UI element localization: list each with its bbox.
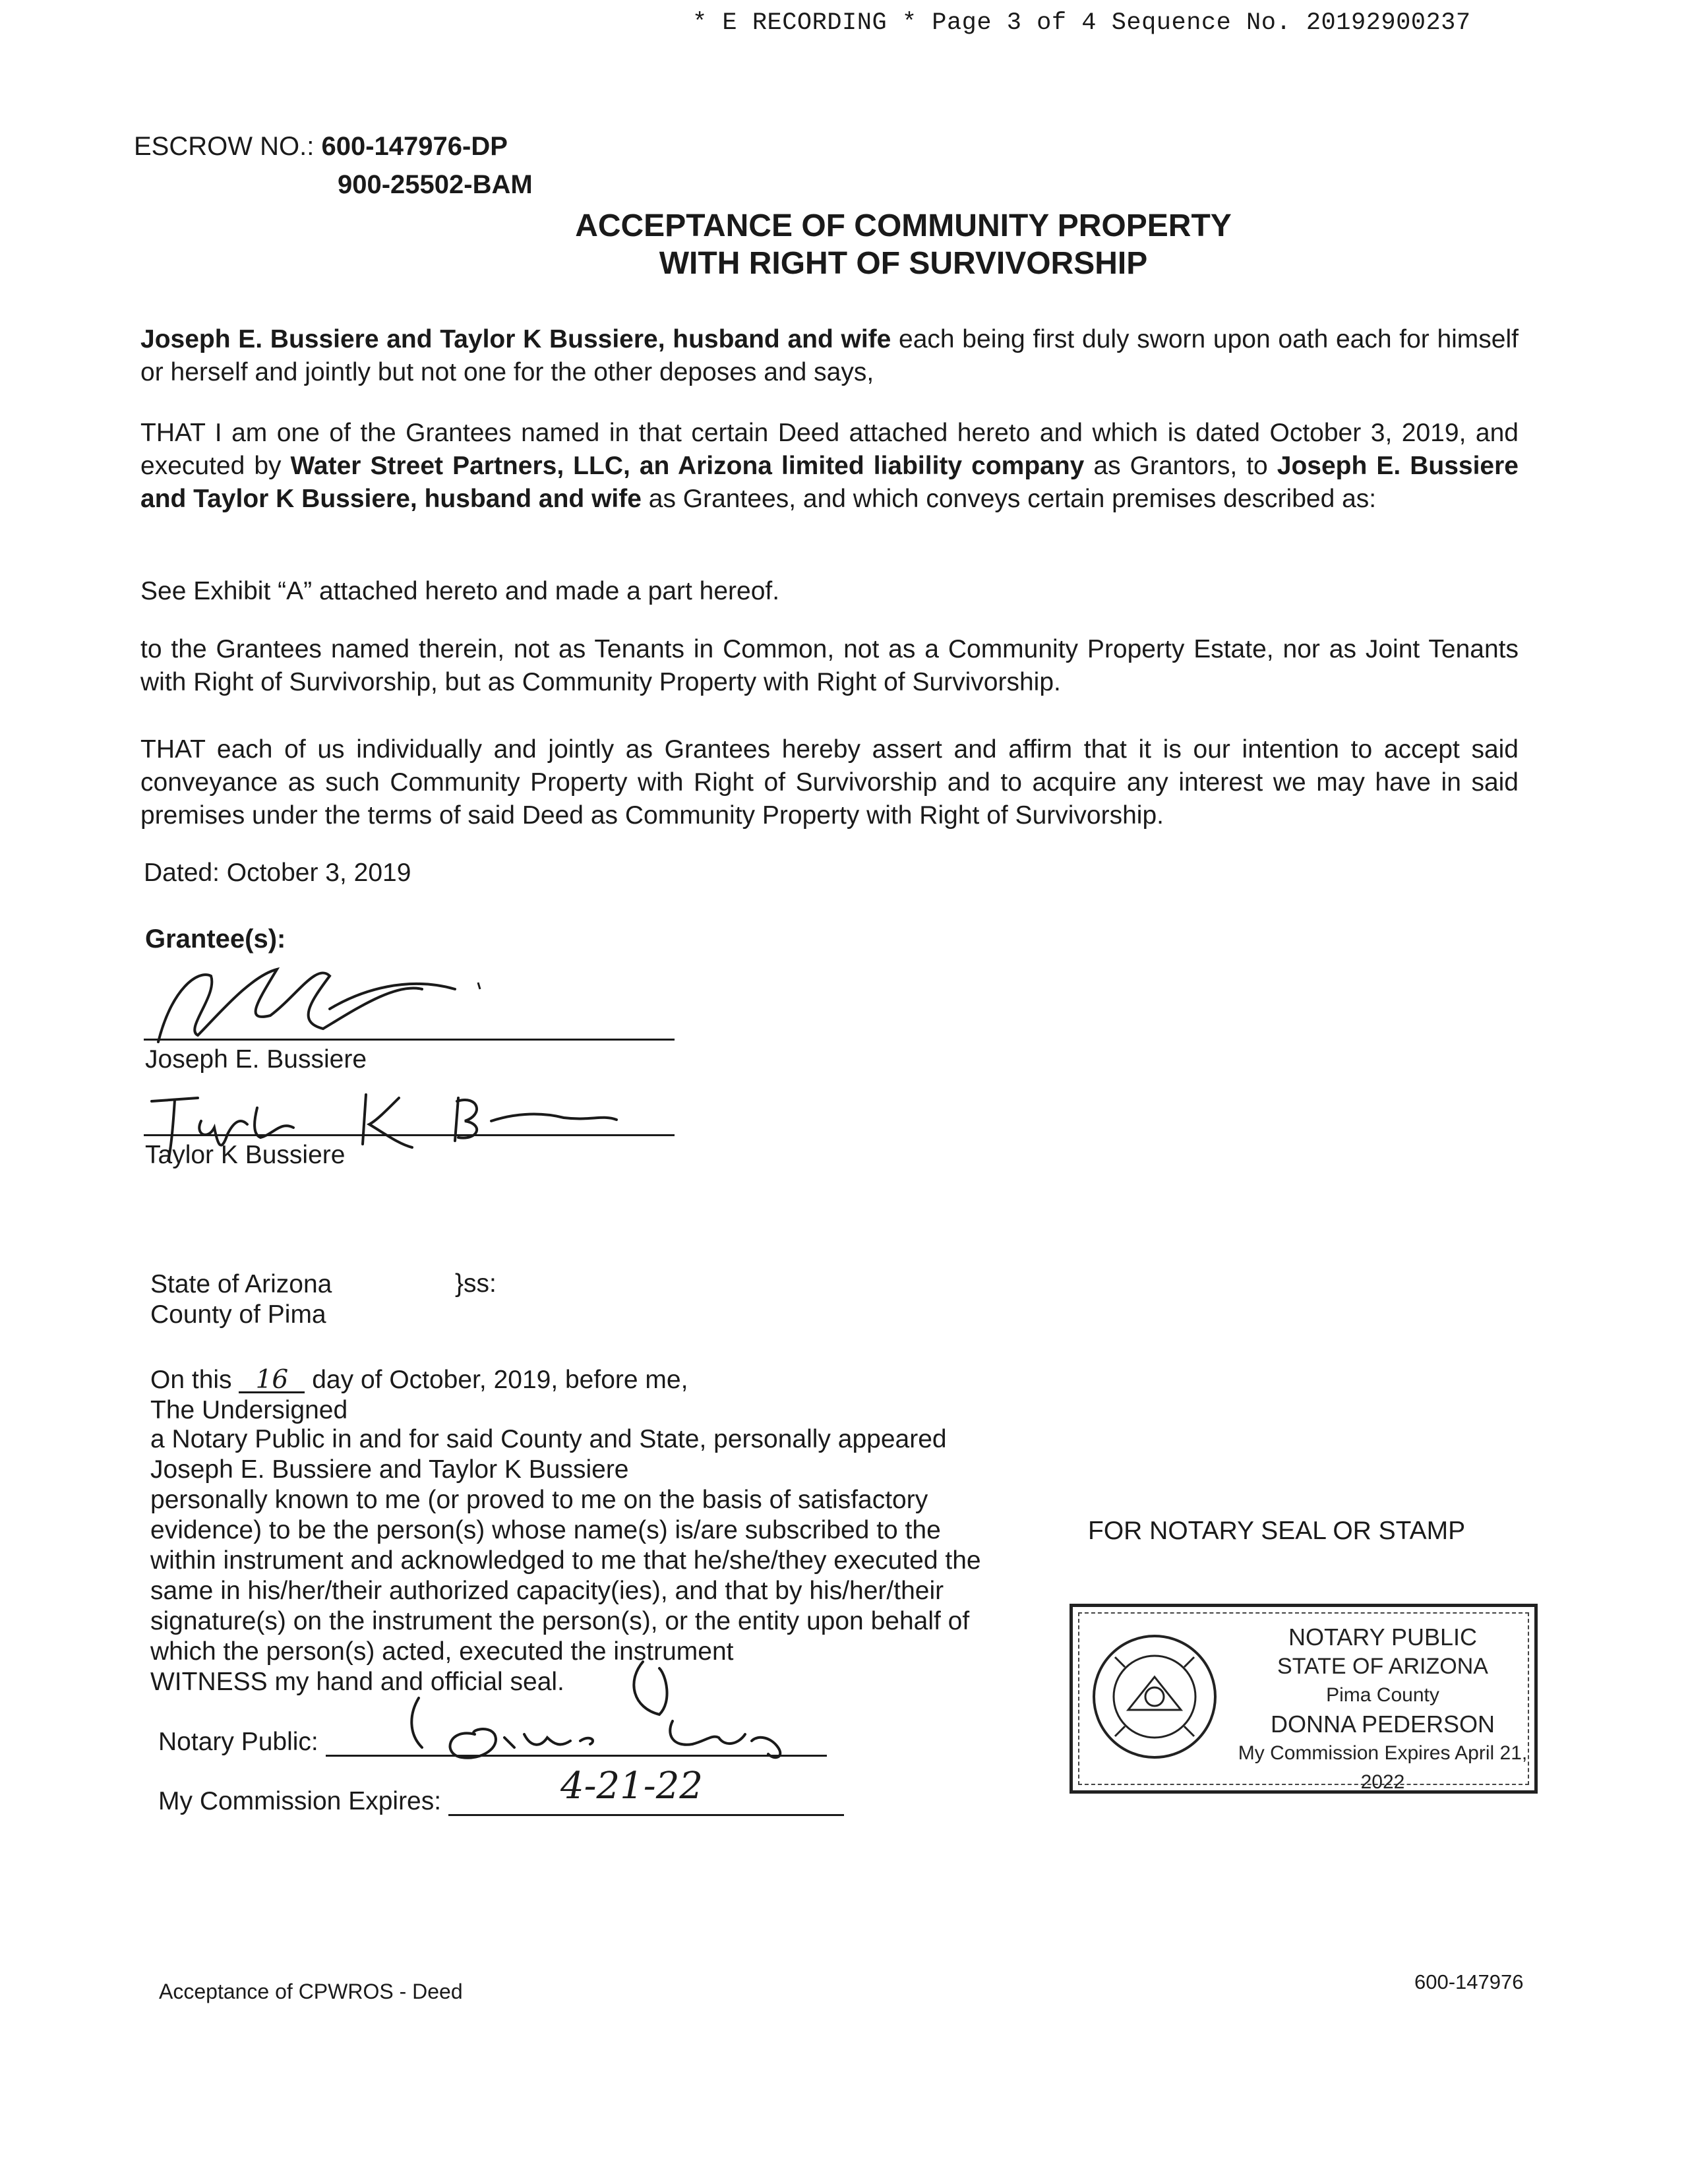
deed-text-b: as Grantors, to <box>1084 452 1277 480</box>
footer-file-number: 600-147976 <box>1414 1970 1524 1993</box>
escrow-line <box>134 132 508 162</box>
notary-public-line <box>158 1728 827 1757</box>
stamp-text <box>1238 1623 1528 1797</box>
grantee-names-bold: Joseph E. Bussiere and Taylor K Bussiere, husband and wife <box>140 325 891 353</box>
acknowledgment-line: evidence) to be the person(s) whose name(s) is/are subscribed to the <box>150 1516 941 1544</box>
paragraph-tenancy: to the Grantees named therein, not as Tenants in Common, not as a Community Property Estate, nor as Joint Tenants with Right of Survivorship, but as Community Property with Right of Survivorship. <box>140 635 1519 696</box>
paragraph-affirmation: THAT each of us individually and jointly as Grantees hereby assert and affirm that it is our intention to accept said conveyance as such Community Property with Right of Survivorship and to acquire any interest we may have in said premises under the terms of said Deed as Community Property with Right of Survivorship. <box>140 735 1519 830</box>
notary-public-label: Notary Public: <box>158 1728 318 1756</box>
stamp-line-state: STATE OF ARIZONA <box>1277 1654 1488 1679</box>
paragraph-oath <box>140 323 1519 389</box>
venue-county: County of Pima <box>150 1300 326 1329</box>
notary-signature-field <box>326 1728 827 1757</box>
state-seal-icon <box>1089 1631 1221 1763</box>
commission-expires-label: My Commission Expires: <box>158 1787 442 1815</box>
deed-text-a: THAT I am one of the Grantees named in that certain Deed attached hereto and which is dated October 3, 2019, and executed by <box>140 419 1519 480</box>
stamp-line-expires: My Commission Expires April 21, 2022 <box>1238 1742 1528 1793</box>
acknowledgment-body <box>150 1424 1060 1697</box>
acknowledgment-line: within instrument and acknowledged to me that he/she/they executed the <box>150 1546 981 1575</box>
acknowledgment-date-line <box>150 1365 688 1395</box>
svg-text:4-21-22: 4-21-22 <box>560 1765 703 1807</box>
oath-text: each being first duly sworn upon oath each for himself or herself and jointly but not one for the other deposes and says, <box>140 325 1519 386</box>
grantees-heading: Grantee(s): <box>145 925 286 954</box>
grantee-name-joseph: Joseph E. Bussiere <box>145 1045 367 1074</box>
commission-expires-line <box>158 1787 844 1816</box>
stamp-line-notary: NOTARY PUBLIC <box>1288 1623 1478 1651</box>
paragraph-deed <box>140 417 1519 516</box>
escrow-label: ESCROW NO.: <box>134 132 315 161</box>
document-title-line-1: ACCEPTANCE OF COMMUNITY PROPERTY <box>575 208 1232 243</box>
commission-expires-field <box>448 1788 844 1816</box>
acknowledgment-line: Joseph E. Bussiere and Taylor K Bussiere <box>150 1455 629 1484</box>
paragraph-exhibit: See Exhibit “A” attached hereto and made a part hereof. <box>140 577 780 605</box>
stamp-line-county: Pima County <box>1326 1684 1439 1706</box>
grantee-name-taylor: Taylor K Bussiere <box>145 1141 346 1169</box>
acknowledgment-line: signature(s) on the instrument the person(s), or the entity upon behalf of <box>150 1607 970 1635</box>
document-title-line-2: WITH RIGHT OF SURVIVORSHIP <box>659 246 1148 281</box>
escrow-number-1: 600-147976-DP <box>321 132 508 161</box>
recording-header: * E RECORDING * Page 3 of 4 Sequence No. 20192900237 <box>692 9 1471 37</box>
acknowledgment-line: a Notary Public in and for said County and State, personally appeared <box>150 1425 947 1453</box>
grantee-name-bold: Joseph E. Bussiere and Taylor K Bussiere, husband and wife <box>140 452 1519 513</box>
deed-text-c: as Grantees, and which conveys certain premises described as: <box>641 485 1377 513</box>
grantor-name-bold: Water Street Partners, LLC, an Arizona limited liability company <box>290 452 1085 480</box>
notary-stamp <box>1070 1604 1538 1794</box>
dated-line: Dated: October 3, 2019 <box>144 859 411 887</box>
signature-line-taylor <box>144 1134 675 1136</box>
signature-line-joseph <box>144 1039 675 1041</box>
acknowledgment-line: same in his/her/their authorized capacity(ies), and that by his/her/their <box>150 1577 944 1605</box>
day-rest-text: day of October, 2019, before me, <box>305 1366 688 1394</box>
venue-state: State of Arizona <box>150 1270 332 1298</box>
notary-seal-label: FOR NOTARY SEAL OR STAMP <box>1088 1517 1466 1545</box>
footer-doc-title: Acceptance of CPWROS - Deed <box>159 1980 463 2003</box>
stamp-line-name: DONNA PEDERSON <box>1270 1711 1495 1738</box>
acknowledgment-line: personally known to me (or proved to me on the basis of satisfactory <box>150 1486 928 1514</box>
on-this-label: On this <box>150 1366 232 1394</box>
undersigned-text: The Undersigned <box>150 1396 348 1424</box>
acknowledgment-line: which the person(s) acted, executed the instrument <box>150 1637 734 1666</box>
day-fill-field: 16 <box>239 1365 305 1393</box>
venue-ss: }ss: <box>455 1269 497 1298</box>
escrow-number-2: 900-25502-BAM <box>338 170 533 199</box>
acknowledgment-line: WITNESS my hand and official seal. <box>150 1668 564 1696</box>
